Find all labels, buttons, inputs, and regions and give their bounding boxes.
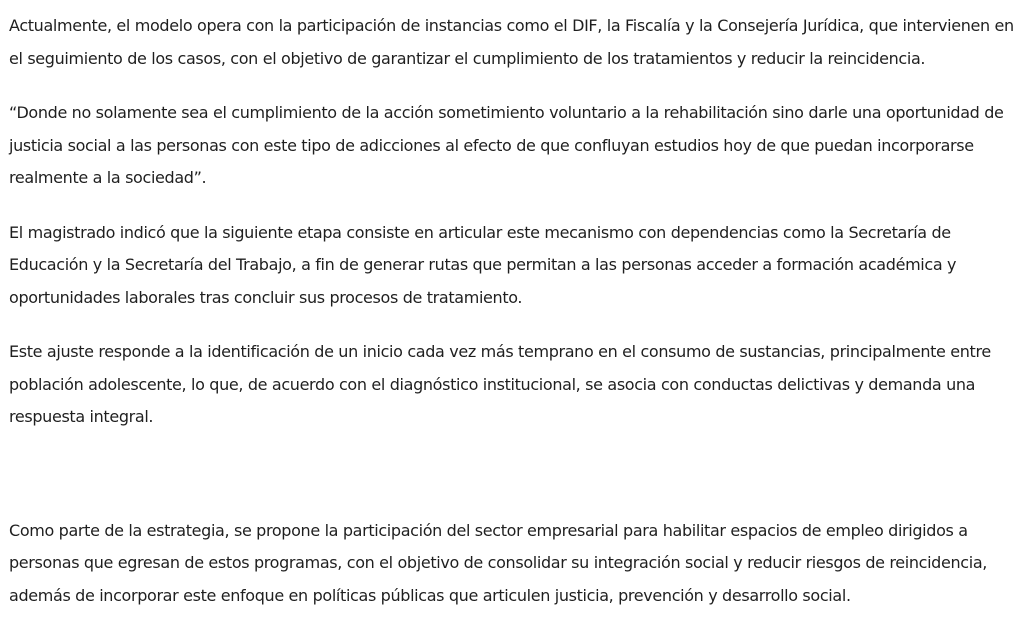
paragraph-next-stage: El magistrado indicó que la siguiente etapa consiste en articular este mecanismo con dependencias como la Secretaría de Educación y la Secretaría del Trabajo, a fin de generar rutas que permitan a las personas acceder a formación académica y oportunidades laborales tras concluir sus procesos de tratamiento.	[9, 222, 957, 307]
blank-space	[9, 456, 1015, 515]
paragraph-adjustment: Este ajuste responde a la identificación de un inicio cada vez más temprano en el consumo de sustancias, principalmente entre población adolescente, lo que, de acuerdo con el diagnóstico institucional, se asocia con conductas delictivas y demanda una respuesta integral.	[9, 342, 991, 426]
article-body	[9, 10, 1015, 634]
paragraph-intro: Actualmente, el modelo opera con la participación de instancias como el DIF, la Fiscalía y la Consejería Jurídica, que intervienen en el seguimiento de los casos, con el objetivo de garantizar el cumplimiento de los tratamientos y reducir la reincidencia.	[9, 16, 1014, 68]
paragraph-quote: “Donde no solamente sea el cumplimiento de la acción sometimiento voluntario a la rehabilitación sino darle una oportunidad de justicia social a las personas con este tipo de adicciones al efecto de que confluyan estudios hoy de que puedan incorporarse realmente a la sociedad”.	[9, 103, 1004, 187]
paragraph-strategy: Como parte de la estrategia, se propone la participación del sector empresarial para habilitar espacios de empleo dirigidos a personas que egresan de estos programas, con el objetivo de consolidar su integración social y reducir riesgos de reincidencia, además de incorporar este enfoque en políticas públicas que articulen justicia, prevención y desarrollo social.	[9, 520, 988, 605]
